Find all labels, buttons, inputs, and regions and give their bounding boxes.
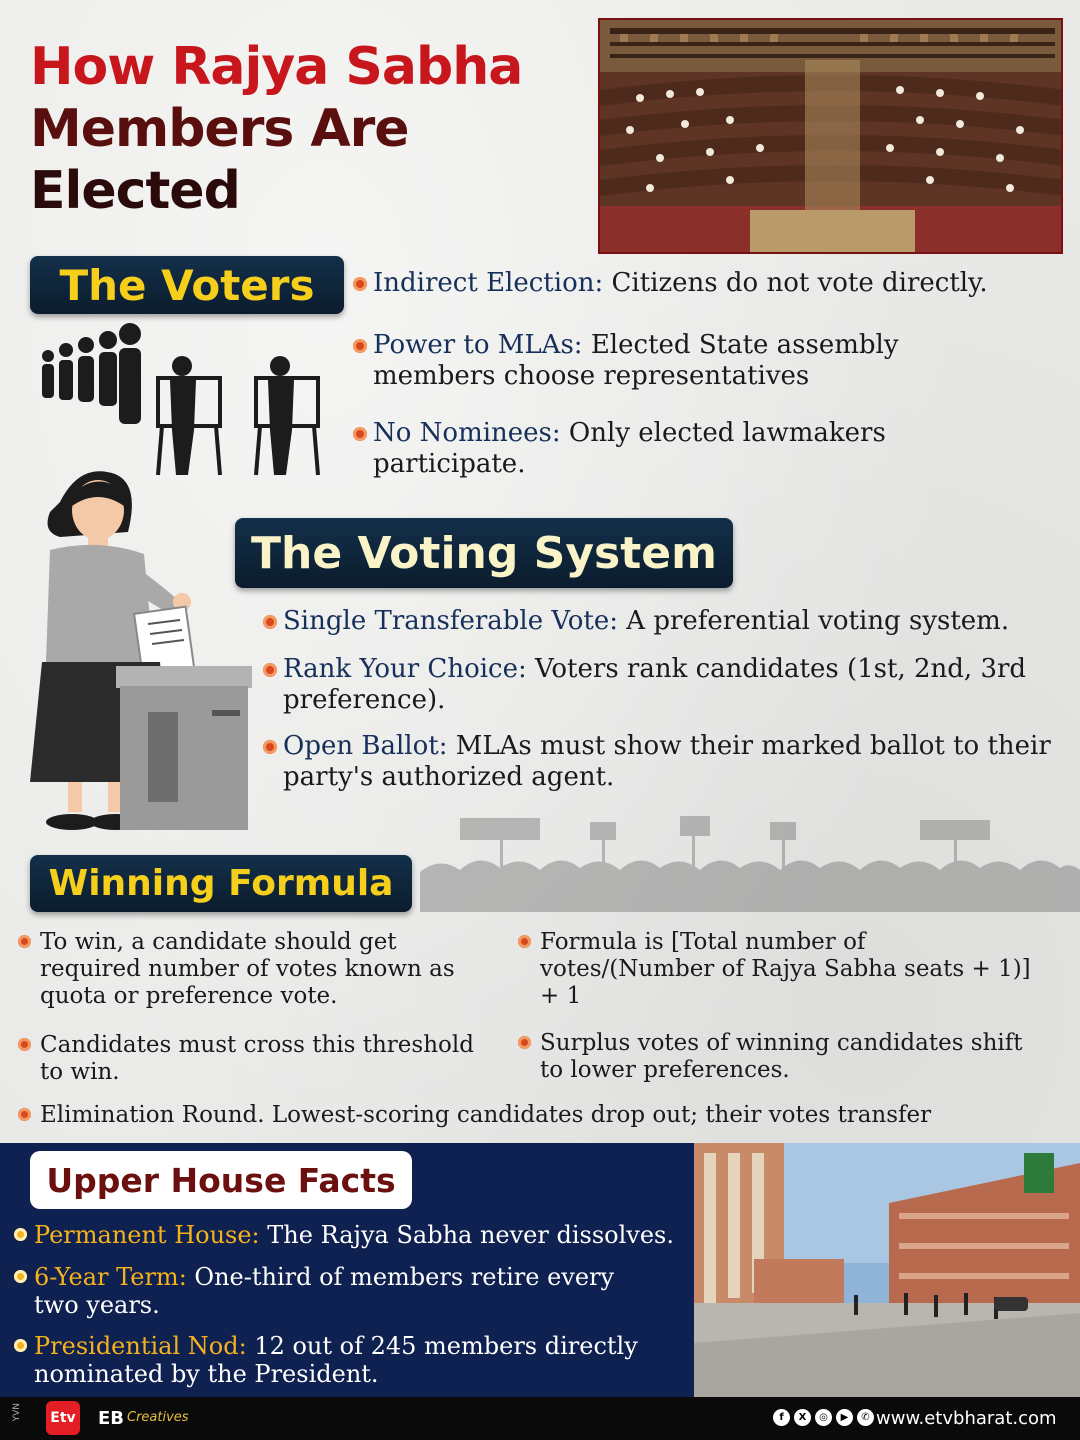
item-text: Only elected lawmakers participate. xyxy=(373,418,886,479)
item-key: Permanent House: xyxy=(34,1221,260,1249)
parliament-building-photo xyxy=(694,1143,1080,1397)
bullet-icon xyxy=(263,740,277,754)
footer-bar xyxy=(0,1397,1080,1440)
upper-house-heading-text: Upper House Facts xyxy=(46,1160,396,1200)
fact-item-1 xyxy=(34,1221,684,1249)
voters-item-1 xyxy=(373,268,1063,299)
item-key: Rank Your Choice: xyxy=(283,654,527,684)
item-key: Single Transferable Vote: xyxy=(283,606,619,636)
item-text: To win, a candidate should get required number of votes known as quota or preference vote. xyxy=(40,929,455,1009)
bullet-icon xyxy=(14,1339,27,1352)
bullet-icon xyxy=(353,339,367,353)
item-key: Presidential Nod: xyxy=(34,1332,247,1360)
facebook-icon[interactable]: f xyxy=(773,1409,790,1426)
item-text: 12 out of 245 members directly nominated by the President. xyxy=(34,1332,638,1388)
bullet-icon xyxy=(14,1270,27,1283)
item-text: The Rajya Sabha never dissolves. xyxy=(259,1221,674,1249)
social-icons xyxy=(773,1409,874,1426)
item-key: Open Ballot: xyxy=(283,731,448,761)
brand-suffix: Creatives xyxy=(127,1410,189,1425)
item-text: Formula is [Total number of votes/(Number of Rajya Sabha seats + 1)] + 1 xyxy=(540,929,1031,1009)
etv-bharat-logo xyxy=(46,1401,80,1435)
voters-heading xyxy=(30,256,344,314)
title-line-1: How Rajya Sabha xyxy=(30,37,523,97)
item-text: Voters rank candidates (1st, 2nd, 3rd preference). xyxy=(283,654,1027,715)
rajya-sabha-chamber-photo xyxy=(598,18,1063,254)
footer-side-text: YVN xyxy=(12,1403,22,1422)
logo-text: Etv xyxy=(50,1410,76,1426)
bullet-icon xyxy=(18,1038,31,1051)
item-text: A preferential voting system. xyxy=(618,606,1010,636)
title-line-2: Members Are xyxy=(30,99,409,159)
voting-item-2 xyxy=(283,654,1053,716)
formula-left-item-1 xyxy=(40,929,490,1010)
brand-text: EB xyxy=(98,1408,125,1429)
upper-house-heading xyxy=(30,1151,412,1209)
bullet-icon xyxy=(18,935,31,948)
bullet-icon xyxy=(263,663,277,677)
page-title xyxy=(30,36,600,222)
formula-right-item-2 xyxy=(540,1030,1040,1084)
item-key: Power to MLAs: xyxy=(373,330,583,360)
fact-item-2 xyxy=(34,1263,664,1319)
voters-item-2 xyxy=(373,330,973,392)
item-text: Elected State assembly members choose representatives xyxy=(373,330,899,391)
voting-item-3 xyxy=(283,731,1063,793)
formula-bottom-item xyxy=(40,1102,1070,1129)
bullet-icon xyxy=(14,1228,27,1241)
bullet-icon xyxy=(18,1108,31,1121)
crowd-silhouette-illustration xyxy=(420,812,1080,912)
item-key: 6-Year Term: xyxy=(34,1263,187,1291)
voters-item-3 xyxy=(373,418,963,480)
formula-left-item-2 xyxy=(40,1032,490,1086)
youtube-icon[interactable]: ▶ xyxy=(836,1409,853,1426)
item-text: Surplus votes of winning candidates shift to lower preferences. xyxy=(540,1030,1023,1083)
bullet-icon xyxy=(263,615,277,629)
whatsapp-icon[interactable]: ✆ xyxy=(857,1409,874,1426)
instagram-icon[interactable]: ◎ xyxy=(815,1409,832,1426)
bullet-icon xyxy=(353,277,367,291)
item-key: Indirect Election: xyxy=(373,268,604,298)
item-text: One-third of members retire every two years. xyxy=(34,1263,615,1319)
winning-formula-heading xyxy=(30,855,412,912)
website-link[interactable]: www.etvbharat.com xyxy=(876,1408,1057,1429)
item-text: Candidates must cross this threshold to win. xyxy=(40,1032,474,1085)
item-text: Elimination Round. Lowest-scoring candidates drop out; their votes transfer xyxy=(40,1102,932,1128)
voters-queue-illustration xyxy=(38,320,338,480)
formula-right-item-1 xyxy=(540,929,1040,1010)
bullet-icon xyxy=(518,935,531,948)
woman-casting-ballot-illustration xyxy=(20,462,260,834)
bullet-icon xyxy=(353,427,367,441)
voting-system-heading-text: The Voting System xyxy=(251,527,717,579)
voters-heading-text: The Voters xyxy=(59,260,315,310)
bullet-icon xyxy=(518,1036,531,1049)
item-text: Citizens do not vote directly. xyxy=(603,268,988,298)
x-icon[interactable]: X xyxy=(794,1409,811,1426)
item-text: MLAs must show their marked ballot to their party's authorized agent. xyxy=(283,731,1051,792)
fact-item-3 xyxy=(34,1332,674,1388)
voting-system-heading xyxy=(235,518,733,588)
title-line-3: Elected xyxy=(30,161,240,221)
item-key: No Nominees: xyxy=(373,418,561,448)
winning-formula-heading-text: Winning Formula xyxy=(48,863,394,904)
voting-item-1 xyxy=(283,606,1073,637)
